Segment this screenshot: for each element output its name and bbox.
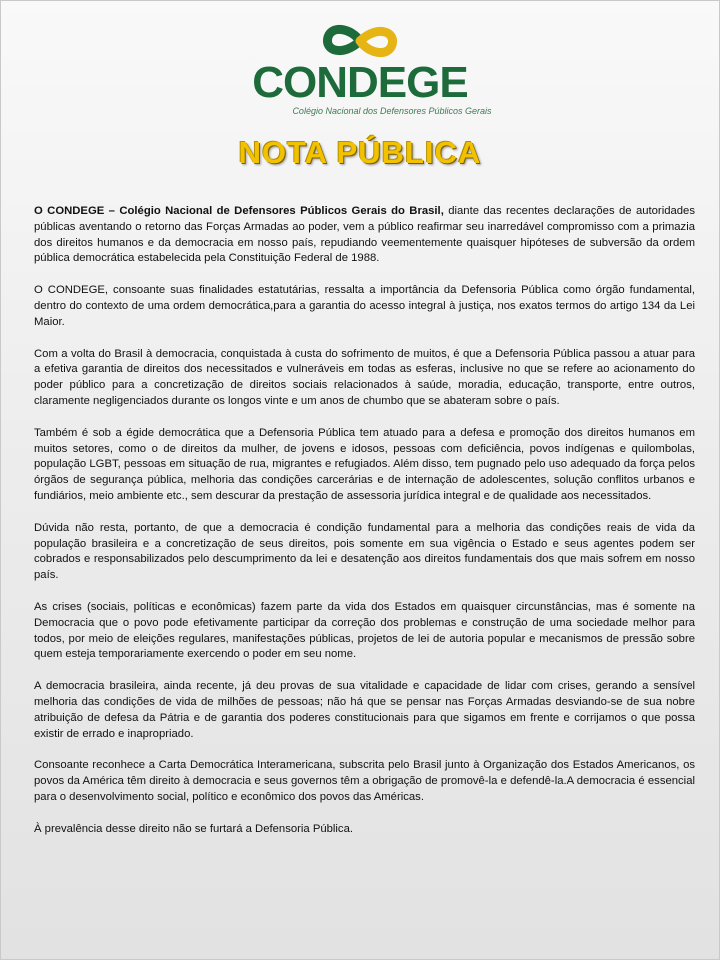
- paragraph-text: A democracia brasileira, ainda recente, já deu provas de sua vitalidade e capacidade de lidar com crises, gerando a sensível melhoria das condições de vida de milhões de pessoas; não há que se pensar nas Forças Armadas desviando-se de sua nobre atribuição de defesa da Pátria e de garantia dos poderes constitucionais para que sigamos em frente e corrijamos o que possa existir de errado e inapropriado.: [34, 680, 695, 740]
- paragraph: [34, 283, 695, 330]
- paragraph: [34, 679, 695, 742]
- paragraph: [34, 204, 695, 267]
- paragraph-text: diante das recentes declarações de autoridades públicas aventando o retorno das Forças Armadas ao poder, vem a público reafirmar seu inarredável compromisso com a primazia dos direitos humanos e da democracia em nosso país, repudiando veementemente quaisquer hipóteses de subversão da ordem pública democrática estabelecida pela Constituição Federal de 1988.: [34, 205, 695, 265]
- note-body: [34, 204, 695, 854]
- infinity-emblem-icon: [318, 19, 402, 63]
- paragraph: [34, 758, 695, 805]
- page-title: NOTA PÚBLICA: [238, 135, 482, 170]
- paragraph: [34, 521, 695, 584]
- paragraph-text: Consoante reconhece a Carta Democrática Interamericana, subscrita pelo Brasil junto à Organização dos Estados Americanos, os povos da América têm direito à democracia e seus governos têm a obrigação de promovê-la e defendê-la.A democracia é essencial para o desenvolvimento social, político e econômico dos povos das Américas.: [34, 759, 695, 803]
- logo-subtitle: Colégio Nacional dos Defensores Públicos Gerais: [292, 106, 492, 116]
- paragraph: [34, 822, 695, 838]
- logo-name: CONDEGE: [252, 58, 468, 107]
- paragraph-text: Com a volta do Brasil à democracia, conquistada à custa do sofrimento de muitos, é que a Defensoria Pública passou a atuar para a efetiva garantia de direitos dos necessitados e vulneráveis em todas as esferas, inclusive no que se refere ao acionamento do poder público para a concretização de direitos sociais relacionados à saúde, moradia, educação, transporte, entre outros, claramente negligenciados durante os longos vinte e um anos de chumbo que se abateram sobre o país.: [34, 347, 695, 407]
- paragraph-text: Dúvida não resta, portanto, de que a democracia é condição fundamental para a melhoria das condições reais de vida da população brasileira e a concretização de seus direitos, pois somente em sua vigência o Estado e seus agentes podem ser cobrados e responsabilizados pelo descumprimento da lei e desatenção aos direitos fundamentais dos que mais sofrem em nosso país.: [34, 521, 695, 582]
- paragraph: [34, 347, 695, 410]
- condege-logo: [1, 19, 719, 116]
- paragraph: [34, 600, 695, 663]
- paragraph-text: As crises (sociais, políticas e econômicas) fazem parte da vida dos Estados em quaisquer circunstâncias, mas é somente na Democracia que o povo pode efetivamente participar da correção dos problemas e construção de uma sociedade melhor para todos, por meio de eleições regulares, manifestações públicas, projetos de lei de autoria popular e mecanismos de pressão sobre quem esteja temporariamente exercendo o poder em seu nome.: [34, 600, 695, 661]
- paragraph-text: À prevalência desse direito não se furtará a Defensoria Pública.: [34, 822, 354, 835]
- paragraph: [34, 426, 695, 505]
- paragraph-lead: O CONDEGE – Colégio Nacional de Defensores Públicos Gerais do Brasil,: [34, 205, 444, 217]
- paragraph-text: Também é sob a égide democrática que a Defensoria Pública tem atuado para a defesa e promoção dos direitos humanos em muitos setores, como o de direitos da mulher, de jovens e idosos, pessoas com deficiência, povos indígenas e quilombolas, população LGBT, pessoas em situação de rua, migrantes e refugiados. Além disso, tem pugnado pelo uso adequado da força pelos órgãos de segurança pública, melhoria das condições carcerárias e de internação de adolescentes, solução conflitos urbanos e fundiários, meio ambiente etc., sem descurar da prestação de assessoria jurídica integral e de qualidade aos necessitados.: [34, 426, 695, 502]
- paragraph-text: O CONDEGE, consoante suas finalidades estatutárias, ressalta a importância da Defensoria Pública como órgão fundamental, dentro do contexto de uma ordem democrática,para a garantia do acesso integral à justiça, nos exatos termos do artigo 134 da Lei Maior.: [34, 284, 695, 328]
